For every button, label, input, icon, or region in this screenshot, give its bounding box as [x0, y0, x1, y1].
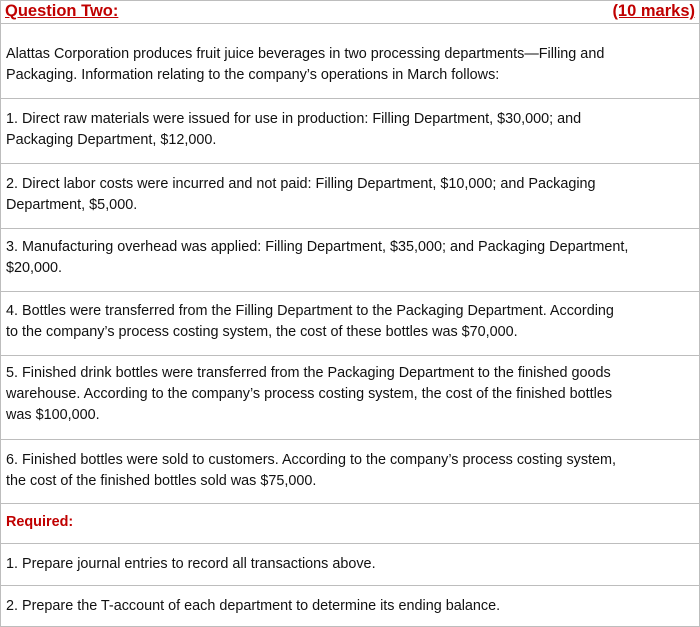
question-header — [1, 1, 699, 24]
task-line: 2. Prepare the T-account of each department to determine its ending balance. — [6, 598, 501, 614]
intro-line: Alattas Corporation produces fruit juice beverages in two processing departments—Filling and — [6, 46, 605, 62]
row-divider — [1, 585, 699, 586]
item-line: the cost of the finished bottles sold was $75,000. — [6, 473, 317, 489]
item-line: $20,000. — [6, 260, 63, 276]
row-divider — [1, 98, 699, 99]
item-line: 4. Bottles were transferred from the Filling Department to the Packaging Department. According — [6, 303, 614, 319]
item-line: 5. Finished drink bottles were transferred from the Packaging Department to the finished goods — [6, 365, 611, 381]
required-label: Required: — [6, 514, 74, 530]
row-divider — [1, 228, 699, 229]
row-divider — [1, 163, 699, 164]
intro-line: Packaging. Information relating to the company’s operations in March follows: — [6, 67, 500, 83]
transaction-item-2 — [6, 174, 696, 216]
required-heading-row — [6, 512, 696, 533]
item-line: Packaging Department, $12,000. — [6, 132, 217, 148]
intro-paragraph — [6, 44, 696, 86]
transaction-item-5 — [6, 363, 696, 426]
item-line: Department, $5,000. — [6, 197, 138, 213]
row-divider — [1, 439, 699, 440]
row-divider — [1, 543, 699, 544]
item-line: 3. Manufacturing overhead was applied: Filling Department, $35,000; and Packaging Department, — [6, 239, 629, 255]
transaction-item-6 — [6, 450, 696, 492]
transaction-item-4 — [6, 301, 696, 343]
item-line: 6. Finished bottles were sold to customers. According to the company’s process costing system, — [6, 452, 617, 468]
row-divider — [1, 503, 699, 504]
row-divider — [1, 291, 699, 292]
transaction-item-1 — [6, 109, 696, 151]
question-title: Question Two: — [5, 2, 119, 20]
item-line: was $100,000. — [6, 407, 100, 423]
required-task-2 — [6, 596, 696, 617]
item-line: 1. Direct raw materials were issued for use in production: Filling Department, $30,000; and — [6, 111, 582, 127]
required-task-1 — [6, 554, 696, 575]
transaction-item-3 — [6, 237, 696, 279]
row-divider — [1, 355, 699, 356]
item-line: to the company’s process costing system, the cost of these bottles was $70,000. — [6, 324, 518, 340]
item-line: warehouse. According to the company’s process costing system, the cost of the finished bottles — [6, 386, 613, 402]
question-marks: (10 marks) — [612, 2, 695, 20]
item-line: 2. Direct labor costs were incurred and not paid: Filling Department, $10,000; and Packaging — [6, 176, 596, 192]
task-line: 1. Prepare journal entries to record all transactions above. — [6, 556, 376, 572]
